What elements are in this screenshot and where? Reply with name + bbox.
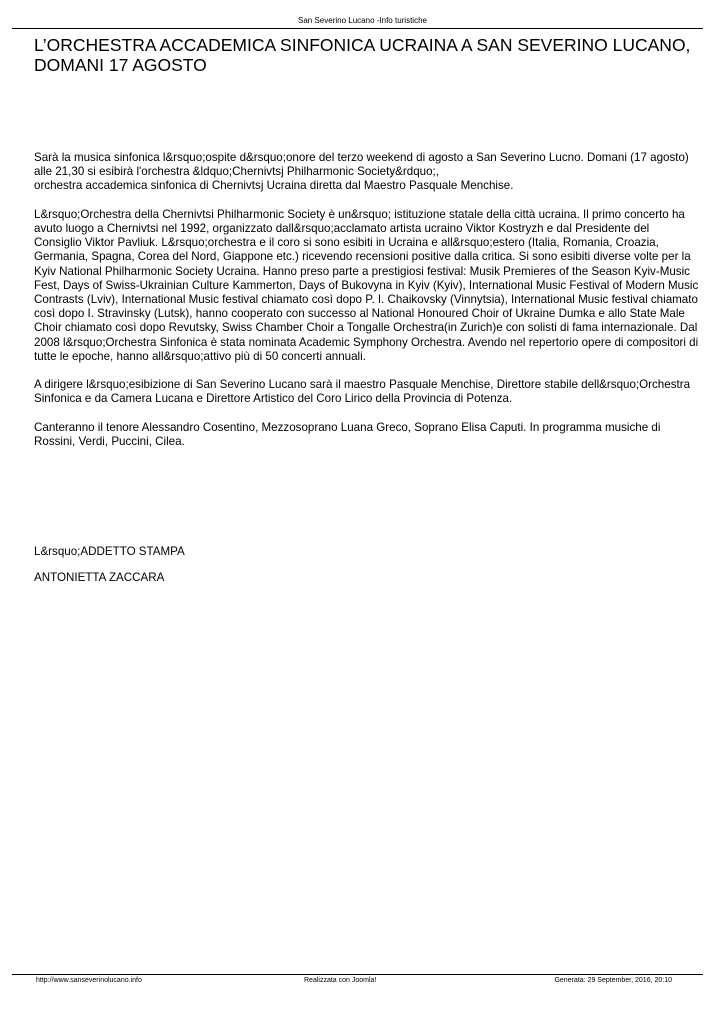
signature-block <box>34 545 694 597</box>
paragraph-conductor: A dirigere l&rsquo;esibizione di San Severino Lucano sarà il maestro Pasquale Menchise, Direttore stabile dell&rsquo;Orchestra Sinfonica e da Camera Lucana e Direttore Artistico del Coro Lirico della Provincia di Potenza. <box>34 378 691 406</box>
header-divider <box>12 28 703 29</box>
footer-generated-date: Generata: 29 September, 2016, 20:10 <box>554 977 672 984</box>
footer-credit: Realizzata con Joomla! <box>304 977 377 984</box>
signature-role: L&rsquo;ADDETTO STAMPA <box>34 545 185 558</box>
paragraph-orchestra-history: L&rsquo;Orchestra della Chernivtsi Philharmonic Society è un&rsquo; istituzione statale della città ucraina. Il primo concerto ha avuto luogo a Chernivtsi nel 1992, organizzato dall&rsquo;acclamato artista ucraino Viktor Kostryzh e dal Presidente del Consiglio Viktor Pavliuk. L&rsquo;orchestra e il coro si sono esibiti in Ucraina e all&rsquo;estero (Italia, Romania, Croazia, Germania, Spagna, Corea del Nord, Giappone etc.) ricevendo recensioni positive dalla critica. Si sono esibiti diverse volte per la Kyiv National Philharmonic Society Ucraina. Hanno preso parte a prestigiosi festival: Musik Premieres of the Season Kyiv-Music Fest, Days of Swiss-Ukrainian Culture Kammerton, Days of Bukovyna in Kyiv (Kyiv), International Music Festival of Modern Music Contrasts (Lviv), International Music festival chiamato così dopo P. I. Chaikovsky (Vinnytsia), International Music festival chiamato così dopo I. Stravinsky (Lutsk), hanno cooperato con successo al National Honoured Choir of Ukraine Dumka e allo State Male Choir chiamato così dopo Revutsky, Swiss Chamber Choir a Tongalle Orchestra(in Zurich)e con solisti di fama internazionale. Dal 2008 l&rsquo;Orchestra Sinfonica è stata nominata Academic Symphony Orchestra. Avendo nel repertorio opere di compositori di tutte le epoche, hanno all&rsquo;attivo più di 50 concerti annuali. <box>34 207 699 363</box>
paragraph-intro: Sarà la musica sinfonica l&rsquo;ospite d&rsquo;onore del terzo weekend di agosto a San Severino Lucno. Domani (17 agosto) alle 21,30 si esibirà l'orchestra &ldquo;Chernivtsj Philharmonic Society&rdquo;, orchestra accademica sinfonica di Chernivtsj Ucraina diretta dal Maestro Pasquale Menchise. <box>34 151 689 193</box>
article-title: L’ORCHESTRA ACCADEMICA SINFONICA UCRAINA A SAN SEVERINO LUCANO, DOMANI 17 AGOSTO <box>34 35 691 75</box>
footer-divider <box>12 974 703 975</box>
page-footer <box>36 976 672 986</box>
footer-url-link[interactable]: http://www.sanseverinolucano.info <box>36 977 142 984</box>
signature-name: ANTONIETTA ZACCARA <box>34 571 165 585</box>
article-body <box>34 151 700 463</box>
paragraph-singers: Canteranno il tenore Alessandro Cosentino, Mezzosoprano Luana Greco, Soprano Elisa Caputi. In programma musiche di Rossini, Verdi, Puccini, Cilea. <box>34 420 661 449</box>
page-header: San Severino Lucano -Info turistiche <box>298 16 427 25</box>
